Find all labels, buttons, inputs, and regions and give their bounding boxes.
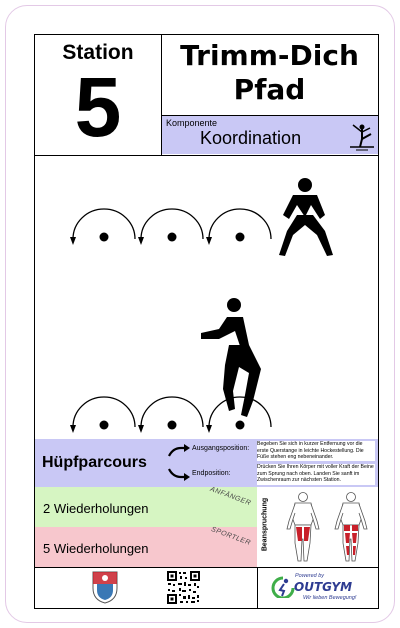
station-card bbox=[5, 5, 395, 623]
footer bbox=[35, 567, 378, 608]
end-position-label: Endposition: bbox=[192, 470, 231, 477]
title-line-2: Pfad bbox=[233, 73, 306, 106]
coat-of-arms-icon bbox=[91, 570, 119, 604]
component-label: Komponente bbox=[166, 118, 218, 128]
body-front bbox=[287, 493, 319, 562]
hurdle-row-bottom bbox=[73, 397, 271, 439]
muscle-diagram bbox=[281, 491, 377, 565]
component-value: Koordination bbox=[200, 128, 302, 148]
end-position-text: Drücken Sie Ihren Körper mit voller Kraft der Beine zum Sprung nach oben. Landen Sie sanft im Zwischenraum zur nächsten Station. bbox=[257, 464, 374, 484]
jump-figure bbox=[201, 298, 261, 417]
level-beginner bbox=[35, 487, 257, 527]
beginner-reps: 2 Wiederholungen bbox=[43, 501, 149, 516]
arrow-up-icon bbox=[167, 442, 191, 458]
page-title bbox=[161, 39, 378, 107]
brand-powered-by: Powered by bbox=[295, 573, 325, 579]
athlete-reps: 5 Wiederholungen bbox=[43, 541, 149, 556]
footer-divider bbox=[257, 567, 258, 608]
title-line-1: Trimm-Dich bbox=[180, 39, 359, 72]
station-sheet bbox=[34, 34, 379, 609]
arrow-down-icon bbox=[167, 467, 191, 483]
muscle-stress-panel bbox=[257, 487, 378, 567]
start-position-label: Ausgangsposition: bbox=[192, 445, 250, 452]
exercise-name: Hüpfparcours bbox=[42, 454, 147, 471]
qr-code-icon[interactable] bbox=[166, 570, 201, 605]
squat-figure bbox=[279, 178, 333, 256]
exercise-box bbox=[35, 439, 378, 487]
station-label: Station bbox=[62, 41, 134, 64]
exercise-illustration bbox=[35, 155, 378, 439]
outgym-logo-icon bbox=[271, 576, 295, 598]
brand-slogan: Wir lieben Bewegung! bbox=[303, 595, 357, 601]
stress-label: Beanspruchung bbox=[261, 497, 269, 552]
station-number: 5 bbox=[74, 60, 122, 154]
level-athlete bbox=[35, 527, 257, 567]
component-box bbox=[162, 116, 378, 154]
brand-name: OUTGYM bbox=[294, 580, 353, 594]
balance-icon bbox=[348, 119, 376, 151]
body-back bbox=[335, 493, 367, 562]
athlete-level-label: SPORTLER bbox=[210, 526, 252, 547]
beginner-level-label: ANFÄNGER bbox=[209, 485, 252, 508]
start-position-text: Begeben Sie sich in kurzer Entfernung vor die erste Querstange in leichte Hockestellung. Die Füße stehen eng nebeneinander. bbox=[257, 441, 375, 461]
